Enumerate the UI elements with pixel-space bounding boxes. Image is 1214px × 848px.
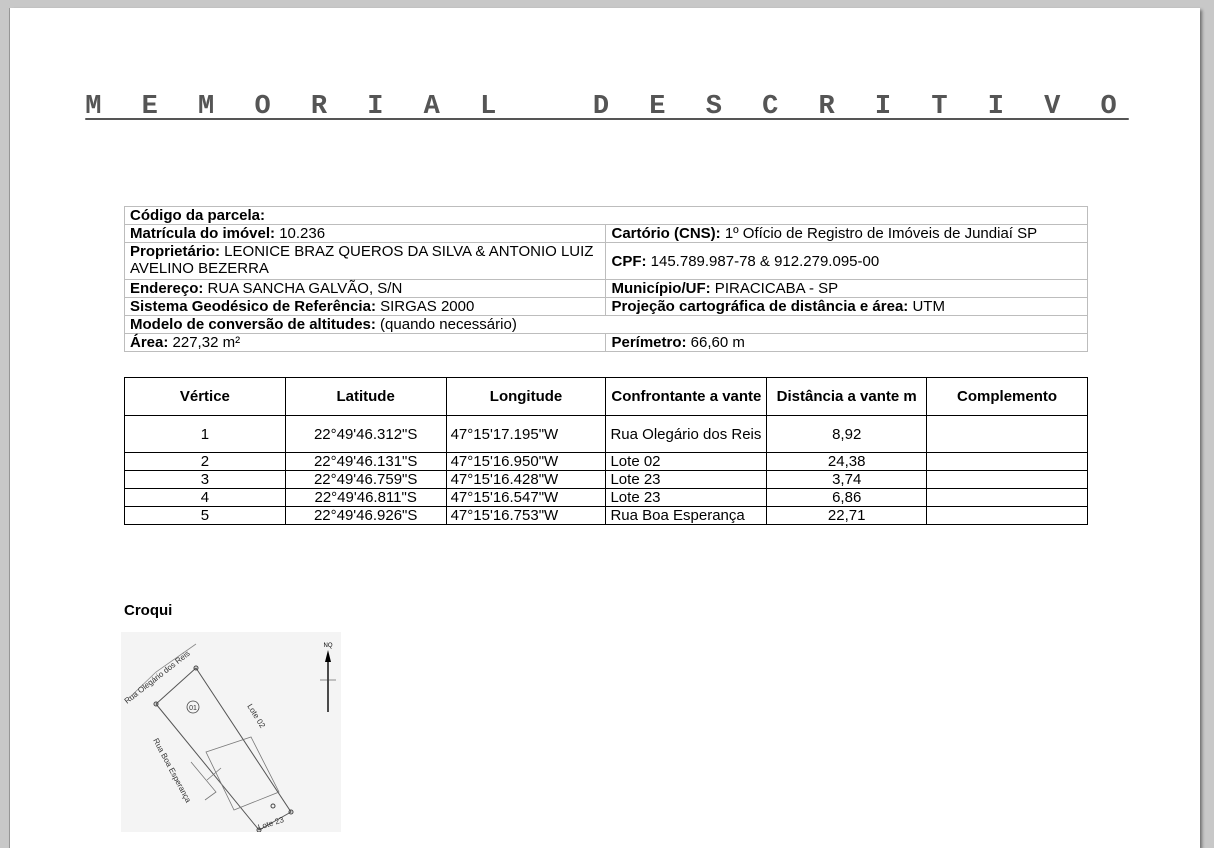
sistema-label: Sistema Geodésico de Referência: — [130, 298, 376, 315]
proprietario-value: LEONICE BRAZ QUEROS DA SILVA & ANTONIO LUIZ AVELINO BEZERRA — [130, 243, 594, 277]
distancia-cell: 6,86 — [767, 489, 927, 507]
confrontante-cell: Rua Olegário dos Reis — [606, 416, 767, 453]
confrontante-cell: Rua Boa Esperança — [606, 507, 767, 525]
area-cell — [125, 334, 606, 352]
latitude-cell: 22°49'46.926"S — [285, 507, 446, 525]
distancia-cell: 3,74 — [767, 471, 927, 489]
info-row — [125, 316, 1088, 334]
projecao-cell — [606, 298, 1088, 316]
perimetro-cell — [606, 334, 1088, 352]
matricula-cell — [125, 225, 606, 243]
distancia-cell: 8,92 — [767, 416, 927, 453]
table-row — [125, 471, 1088, 489]
table-row — [125, 416, 1088, 453]
distancia-cell: 22,71 — [767, 507, 927, 525]
vertice-cell: 5 — [125, 507, 286, 525]
longitude-cell: 47°15'16.753"W — [446, 507, 606, 525]
modelo-value: (quando necessário) — [375, 316, 517, 333]
info-row — [125, 225, 1088, 243]
info-row — [125, 243, 1088, 280]
info-row — [125, 334, 1088, 352]
parcel-number: 01 — [189, 705, 197, 712]
header-complemento: Complemento — [927, 378, 1088, 416]
cpf-label: CPF: — [611, 252, 647, 270]
endereco-cell — [125, 280, 606, 298]
matricula-value: 10.236 — [275, 225, 326, 242]
table-row — [125, 507, 1088, 525]
endereco-label: Endereço: — [130, 280, 204, 297]
cartorio-value: 1º Ofício de Registro de Imóveis de Jundiaí SP — [720, 225, 1038, 242]
page-title: M E M O R I A L D E S C R I T I V O — [85, 92, 1129, 122]
latitude-cell: 22°49'46.811"S — [285, 489, 446, 507]
lote-label-bottom: Lote 23 — [256, 815, 286, 832]
table-row — [125, 453, 1088, 471]
latitude-cell: 22°49'46.131"S — [285, 453, 446, 471]
info-row — [125, 280, 1088, 298]
lote-label-right: Lote 02 — [245, 702, 268, 730]
cartorio-label: Cartório (CNS): — [611, 225, 721, 242]
complemento-cell — [927, 471, 1088, 489]
complemento-cell — [927, 489, 1088, 507]
modelo-label: Modelo de conversão de altitudes: — [130, 316, 376, 333]
vertices-table — [124, 377, 1088, 525]
perimetro-label: Perímetro: — [611, 334, 687, 351]
street-label-left: Rua Boa Esperança — [151, 736, 193, 805]
info-row — [125, 207, 1088, 225]
municipio-value: PIRACICABA - SP — [710, 280, 839, 297]
confrontante-cell: Lote 02 — [606, 453, 767, 471]
header-latitude: Latitude — [285, 378, 446, 416]
proprietario-label: Proprietário: — [130, 243, 221, 260]
projecao-value: UTM — [908, 298, 945, 315]
sistema-cell — [125, 298, 606, 316]
matricula-label: Matrícula do imóvel: — [130, 225, 276, 242]
vertices-header-row — [125, 378, 1088, 416]
parcel-info-table — [124, 206, 1088, 352]
latitude-cell: 22°49'46.759"S — [285, 471, 446, 489]
croqui-label: Croqui — [124, 602, 173, 619]
projecao-label: Projeção cartográfica de distância e área: — [611, 298, 909, 315]
codigo-cell — [125, 207, 1088, 225]
header-distancia: Distância a vante m — [767, 378, 927, 416]
longitude-cell: 47°15'16.950"W — [446, 453, 606, 471]
modelo-cell — [125, 316, 1088, 334]
header-confrontante: Confrontante a vante — [606, 378, 767, 416]
table-row — [125, 489, 1088, 507]
croqui-sketch — [121, 632, 341, 832]
confrontante-cell: Lote 23 — [606, 471, 767, 489]
north-arrow-head-icon — [325, 650, 331, 662]
cpf-value: 145.789.987-78 & 912.279.095-00 — [646, 252, 880, 270]
complemento-cell — [927, 416, 1088, 453]
vertice-cell: 2 — [125, 453, 286, 471]
street-label-top: Rua Olegário dos Reis — [122, 648, 192, 706]
cpf-cell — [606, 243, 1088, 280]
area-value: 227,32 m² — [168, 334, 241, 351]
proprietario-cell — [125, 243, 606, 280]
longitude-cell: 47°15'17.195"W — [446, 416, 606, 453]
vertice-cell: 3 — [125, 471, 286, 489]
vertice-cell: 4 — [125, 489, 286, 507]
municipio-label: Município/UF: — [611, 280, 711, 297]
sistema-value: SIRGAS 2000 — [375, 298, 475, 315]
header-longitude: Longitude — [446, 378, 606, 416]
croqui-background — [121, 632, 341, 832]
municipio-cell — [606, 280, 1088, 298]
confrontante-cell: Lote 23 — [606, 489, 767, 507]
perimetro-value: 66,60 m — [686, 334, 745, 351]
north-arrow — [317, 638, 341, 716]
longitude-cell: 47°15'16.547"W — [446, 489, 606, 507]
complemento-cell — [927, 453, 1088, 471]
distancia-cell: 24,38 — [767, 453, 927, 471]
north-label: NQ — [323, 643, 333, 649]
vertice-cell: 1 — [125, 416, 286, 453]
area-label: Área: — [130, 334, 169, 351]
header-vertice: Vértice — [125, 378, 286, 416]
info-row — [125, 298, 1088, 316]
latitude-cell: 22°49'46.312"S — [285, 416, 446, 453]
longitude-cell: 47°15'16.428"W — [446, 471, 606, 489]
endereco-value: RUA SANCHA GALVÃO, S/N — [203, 280, 403, 297]
cartorio-cell — [606, 225, 1088, 243]
complemento-cell — [927, 507, 1088, 525]
codigo-label: Código da parcela: — [130, 207, 266, 224]
